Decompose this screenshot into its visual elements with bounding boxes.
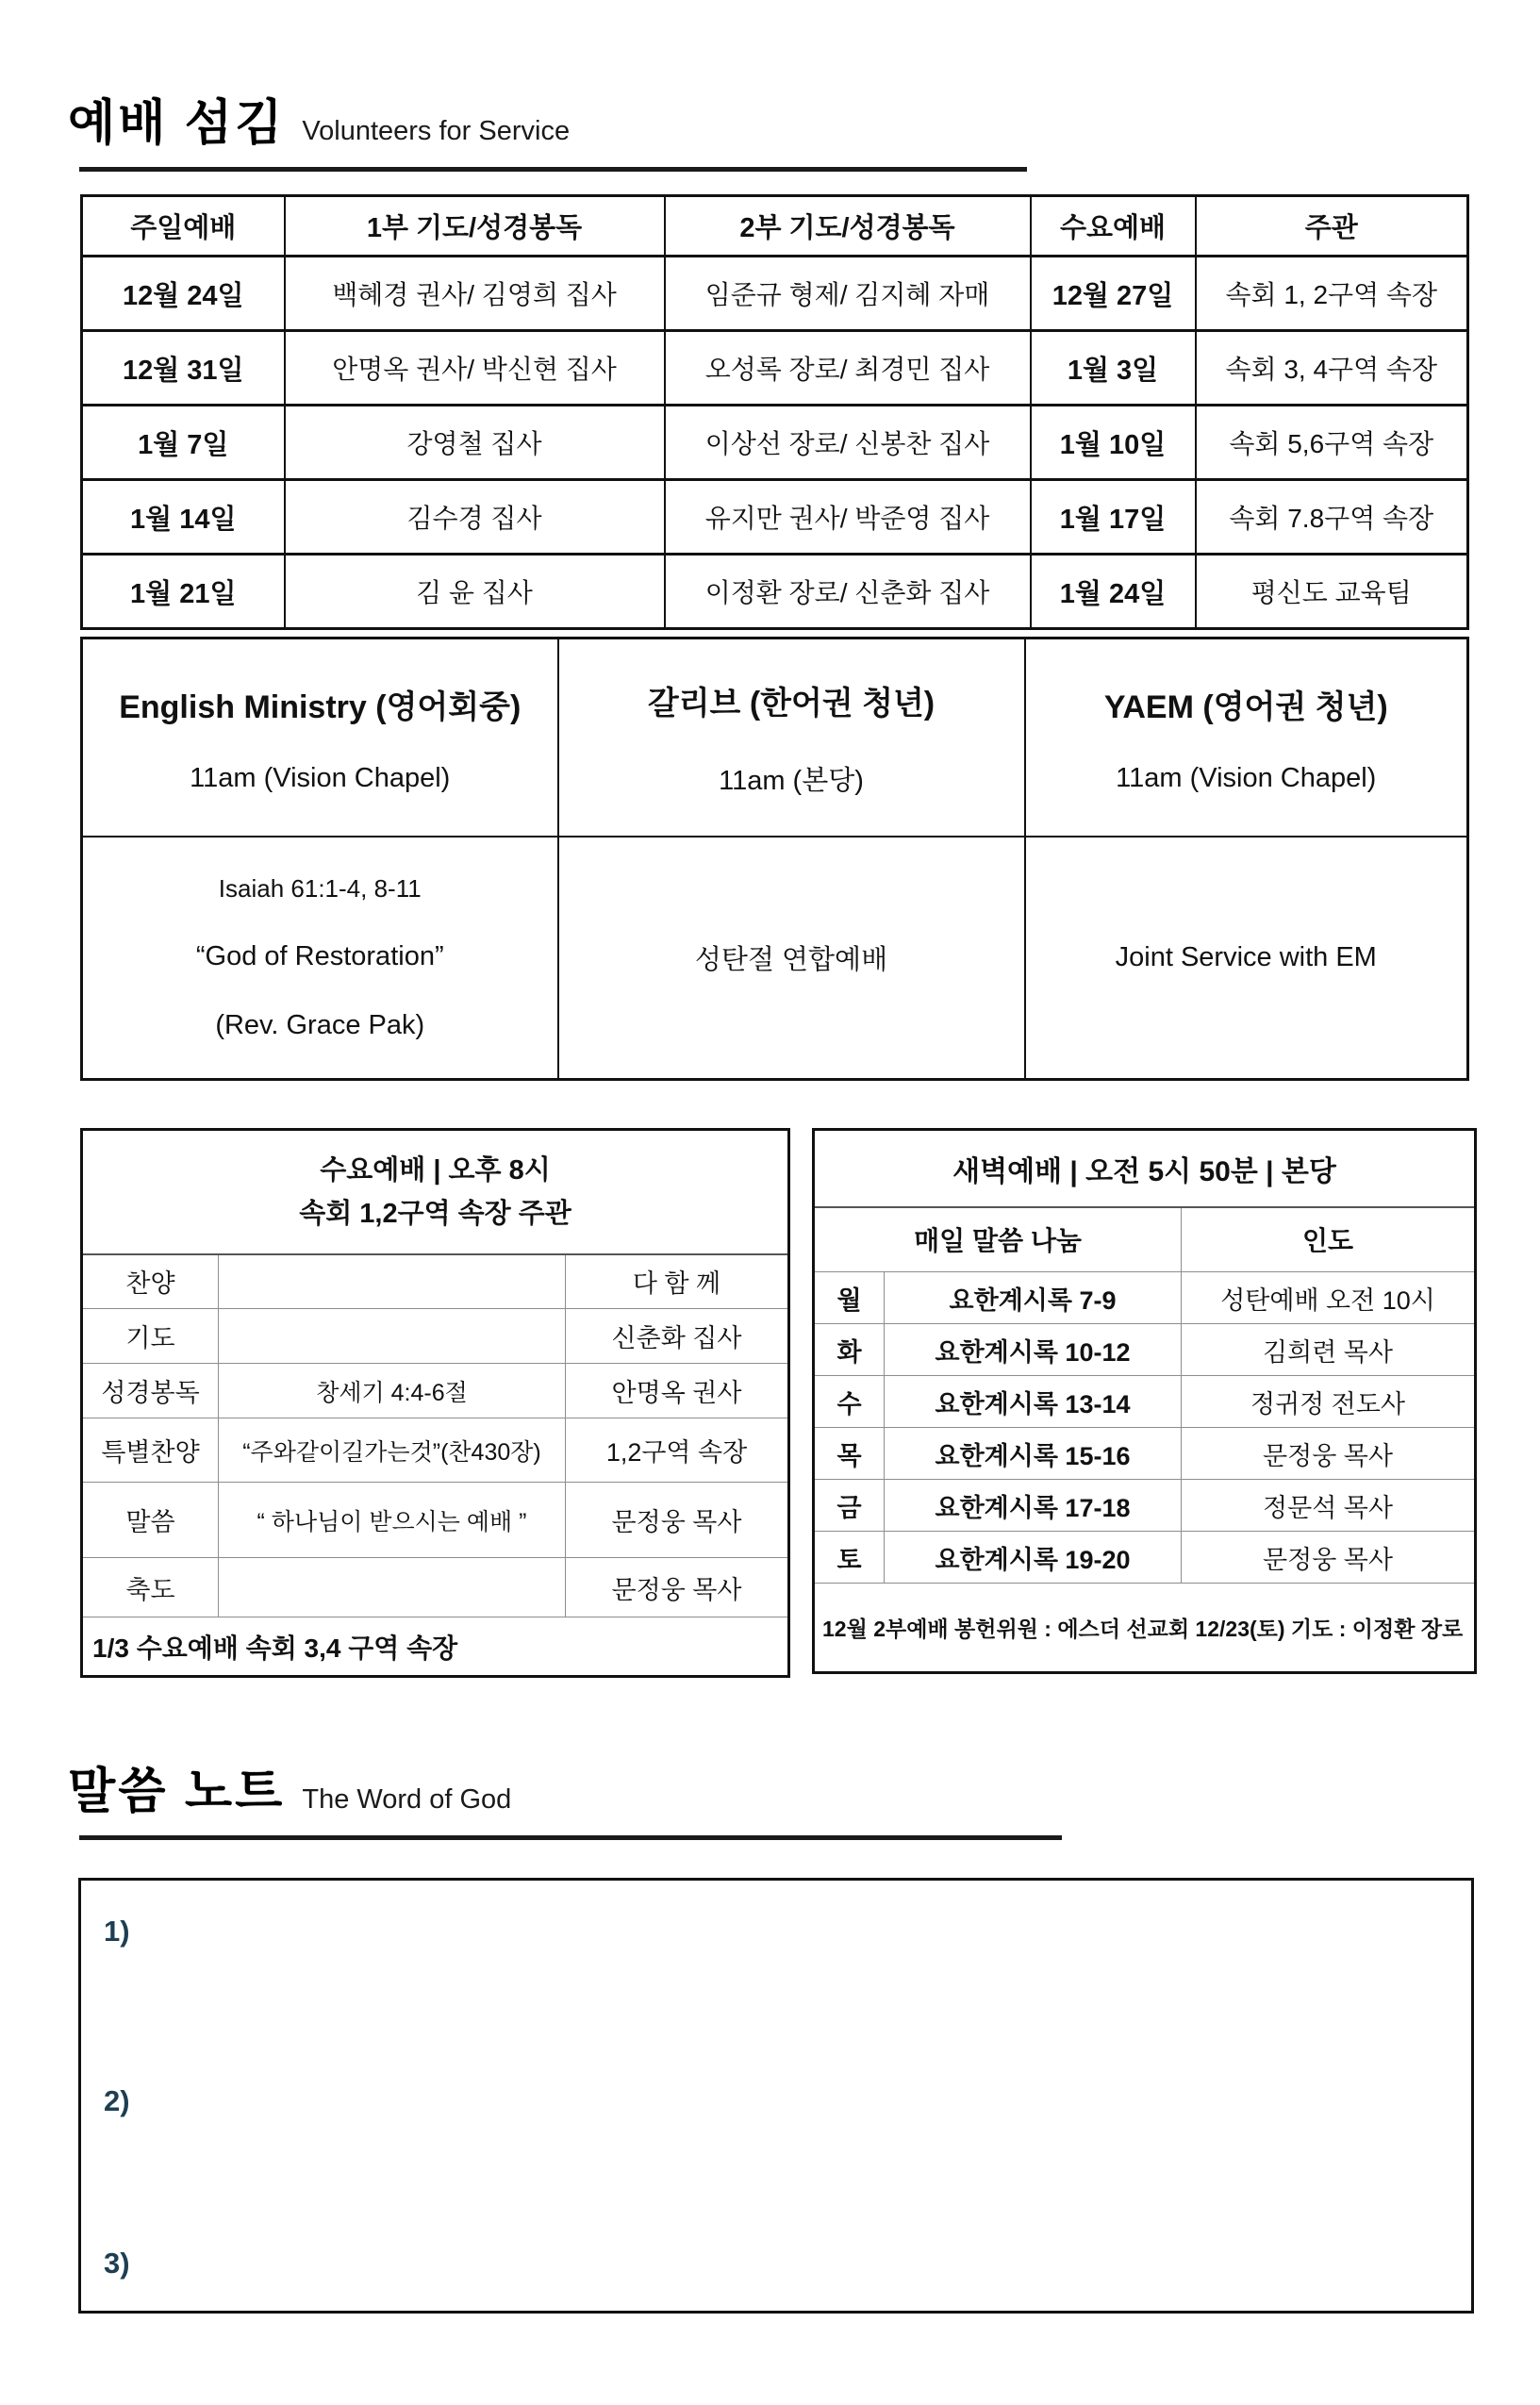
wednesday-worship-table	[80, 1128, 790, 1678]
dawn-table-header	[814, 1130, 1476, 1207]
host-cell: 속회 5,6구역 속장	[1196, 406, 1468, 480]
name-cell: 안명옥 권사/ 박신현 집사	[285, 331, 665, 406]
note-item-3: 3)	[104, 2247, 130, 2280]
yaem-ministry-detail	[1025, 837, 1468, 1080]
order-content	[219, 1254, 566, 1309]
kalib-ministry-cell	[558, 639, 1025, 837]
name-cell: 백혜경 권사/ 김영희 집사	[285, 257, 665, 331]
sermon-title: “God of Restoration”	[195, 940, 444, 971]
table-row	[814, 1532, 1476, 1584]
sermon-notes-box	[78, 1878, 1474, 2314]
name-cell: 김수경 집사	[285, 480, 665, 555]
volunteers-title-korean: 예배 섬김	[68, 96, 286, 151]
note-item-1: 1)	[104, 1915, 130, 1948]
passage-cell: 요한계시록 17-18	[885, 1480, 1182, 1532]
order-content	[219, 1309, 566, 1364]
ministry-detail-row	[82, 837, 1468, 1080]
date-cell: 1월 17일	[1031, 480, 1196, 555]
table-row	[814, 1376, 1476, 1428]
passage-cell: 요한계시록 7-9	[885, 1272, 1182, 1324]
name-cell: 이정환 장로/ 신춘화 집사	[665, 555, 1031, 629]
leader-cell: 김희련 목사	[1182, 1324, 1476, 1376]
host-cell: 속회 7.8구역 속장	[1196, 480, 1468, 555]
day-cell: 금	[814, 1480, 885, 1532]
title-underline	[79, 167, 1027, 172]
order-label: 찬양	[82, 1254, 219, 1309]
table-row	[82, 257, 1468, 331]
volunteers-title-english: Volunteers for Service	[302, 116, 571, 146]
wednesday-footer-row	[82, 1617, 789, 1677]
order-person: 문정웅 목사	[566, 1558, 789, 1617]
passage-cell: 요한계시록 19-20	[885, 1532, 1182, 1584]
service-volunteers-table	[80, 194, 1469, 630]
leader-cell: 정귀정 전도사	[1182, 1376, 1476, 1428]
table-row	[82, 1254, 789, 1309]
service-note: 성탄절 연합예배	[694, 944, 888, 975]
ministry-header-row	[82, 639, 1468, 837]
ministry-time: 11am (Vision Chapel)	[1116, 762, 1377, 793]
word-title-english: The Word of God	[302, 1784, 512, 1815]
table-header-row	[82, 196, 1468, 257]
order-label: 말씀	[82, 1483, 219, 1558]
wednesday-header-cell	[82, 1130, 789, 1254]
table-row	[82, 331, 1468, 406]
table-row	[82, 1418, 789, 1483]
name-cell: 유지만 권사/ 박준영 집사	[665, 480, 1031, 555]
table-row	[814, 1324, 1476, 1376]
note-item-2: 2)	[104, 2084, 130, 2117]
order-person: 문정웅 목사	[566, 1483, 789, 1558]
table-row	[82, 1483, 789, 1558]
order-person: 다 함 께	[566, 1254, 789, 1309]
header-wednesday-service: 수요예배	[1031, 196, 1196, 257]
name-cell: 임준규 형제/ 김지혜 자매	[665, 257, 1031, 331]
order-person: 1,2구역 속장	[566, 1418, 789, 1483]
leader-cell: 문정웅 목사	[1182, 1532, 1476, 1584]
name-cell: 강영철 집사	[285, 406, 665, 480]
wednesday-table-header	[82, 1130, 789, 1254]
english-ministry-cell	[82, 639, 558, 837]
table-row	[82, 1558, 789, 1617]
dawn-header-cell: 새벽예배 | 오전 5시 50분 | 본당	[814, 1130, 1476, 1207]
order-content	[219, 1558, 566, 1617]
date-cell: 12월 31일	[82, 331, 285, 406]
passage-cell: 요한계시록 15-16	[885, 1428, 1182, 1480]
leader-cell: 정문석 목사	[1182, 1480, 1476, 1532]
wednesday-footer-note: 1/3 수요예배 속회 3,4 구역 속장	[82, 1617, 789, 1677]
ministry-title: 갈리브 (한어권 청년)	[647, 685, 936, 722]
day-cell: 월	[814, 1272, 885, 1324]
leader-cell: 성탄예배 오전 10시	[1182, 1272, 1476, 1324]
wednesday-title-line2: 속회 1,2구역 속장 주관	[299, 1198, 571, 1229]
table-row	[82, 406, 1468, 480]
header-sunday-service: 주일예배	[82, 196, 285, 257]
volunteers-section-title	[68, 83, 1540, 154]
table-row	[82, 555, 1468, 629]
day-cell: 토	[814, 1532, 885, 1584]
order-label: 기도	[82, 1309, 219, 1364]
passage-cell: 요한계시록 13-14	[885, 1376, 1182, 1428]
english-ministry-detail	[82, 837, 558, 1080]
order-label: 성경봉독	[82, 1364, 219, 1418]
word-of-god-section-title	[68, 1751, 1540, 1822]
ministry-title: YAEM (영어권 청년)	[1103, 688, 1388, 725]
wednesday-title-line1: 수요예배 | 오후 8시	[320, 1154, 551, 1186]
name-cell: 오성록 장로/ 최경민 집사	[665, 331, 1031, 406]
dawn-footer-note: 12월 2부예배 봉헌위원 : 에스더 선교회 12/23(토) 기도 : 이정환 장로	[814, 1584, 1476, 1673]
leader-cell: 문정웅 목사	[1182, 1428, 1476, 1480]
dawn-prayer-table	[812, 1128, 1477, 1674]
ministries-table	[80, 637, 1469, 1081]
scripture-reference: Isaiah 61:1-4, 8-11	[218, 873, 422, 903]
date-cell: 1월 21일	[82, 555, 285, 629]
day-cell: 목	[814, 1428, 885, 1480]
ministry-time: 11am (Vision Chapel)	[190, 762, 451, 793]
bottom-tables-row	[80, 1128, 1540, 1678]
dawn-subheader-row	[814, 1207, 1476, 1272]
service-note: Joint Service with EM	[1115, 941, 1377, 972]
order-label: 축도	[82, 1558, 219, 1617]
date-cell: 1월 3일	[1031, 331, 1196, 406]
name-cell: 이상선 장로/ 신봉찬 집사	[665, 406, 1031, 480]
header-first-service: 1부 기도/성경봉독	[285, 196, 665, 257]
date-cell: 1월 14일	[82, 480, 285, 555]
host-cell: 평신도 교육팀	[1196, 555, 1468, 629]
host-cell: 속회 1, 2구역 속장	[1196, 257, 1468, 331]
kalib-ministry-detail	[558, 837, 1025, 1080]
daily-word-header: 매일 말씀 나눔	[814, 1207, 1182, 1272]
table-row	[82, 1364, 789, 1418]
host-cell: 속회 3, 4구역 속장	[1196, 331, 1468, 406]
name-cell: 김 윤 집사	[285, 555, 665, 629]
day-cell: 수	[814, 1376, 885, 1428]
date-cell: 1월 24일	[1031, 555, 1196, 629]
yaem-ministry-cell	[1025, 639, 1468, 837]
order-content: 창세기 4:4-6절	[219, 1364, 566, 1418]
date-cell: 12월 27일	[1031, 257, 1196, 331]
passage-cell: 요한계시록 10-12	[885, 1324, 1182, 1376]
order-content: “ 하나님이 받으시는 예배 ”	[219, 1483, 566, 1558]
table-row	[82, 480, 1468, 555]
preacher-name: (Rev. Grace Pak)	[215, 1009, 425, 1040]
table-row	[814, 1428, 1476, 1480]
leader-header: 인도	[1182, 1207, 1476, 1272]
header-second-service: 2부 기도/성경봉독	[665, 196, 1031, 257]
ministry-title: English Ministry (영어회중)	[119, 688, 522, 725]
order-person: 안명옥 권사	[566, 1364, 789, 1418]
order-label: 특별찬양	[82, 1418, 219, 1483]
date-cell: 1월 10일	[1031, 406, 1196, 480]
order-content: “주와같이길가는것”(찬430장)	[219, 1418, 566, 1483]
table-row	[814, 1480, 1476, 1532]
date-cell: 12월 24일	[82, 257, 285, 331]
table-row	[814, 1272, 1476, 1324]
word-title-korean: 말씀 노트	[68, 1765, 286, 1819]
ministry-time: 11am (본당)	[719, 765, 864, 796]
header-host: 주관	[1196, 196, 1468, 257]
dawn-footer-row	[814, 1584, 1476, 1673]
date-cell: 1월 7일	[82, 406, 285, 480]
order-person: 신춘화 집사	[566, 1309, 789, 1364]
day-cell: 화	[814, 1324, 885, 1376]
title-underline	[79, 1835, 1062, 1840]
table-row	[82, 1309, 789, 1364]
